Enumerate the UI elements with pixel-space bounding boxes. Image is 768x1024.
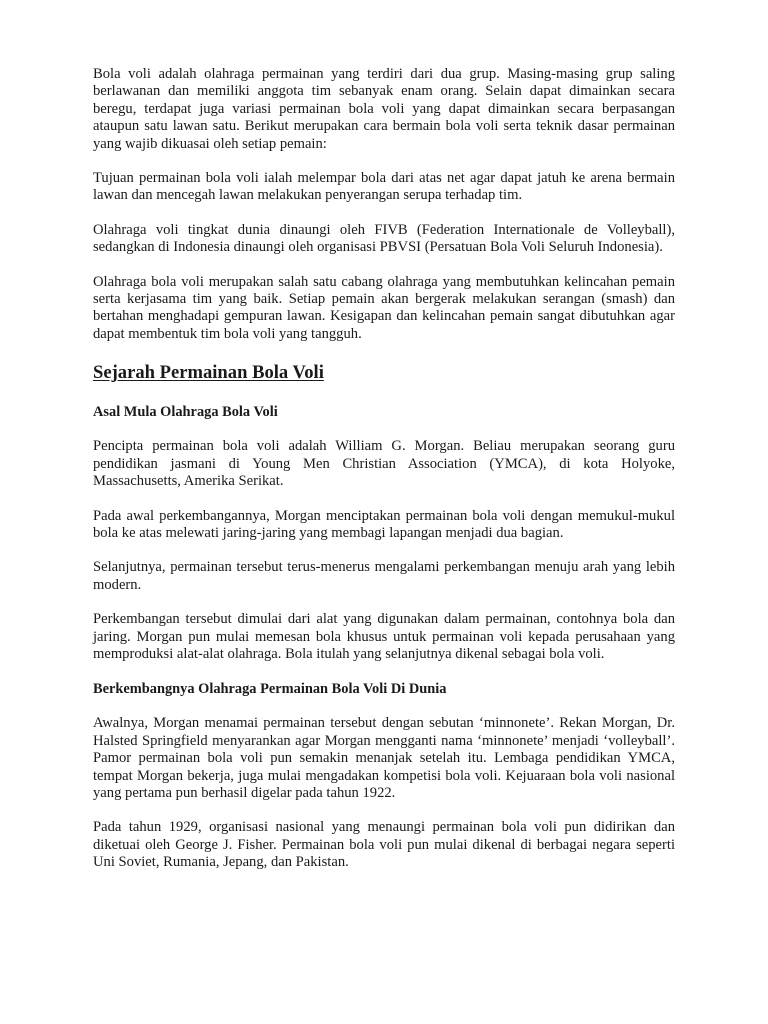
history-heading: Sejarah Permainan Bola Voli (93, 362, 324, 384)
world-paragraph-2: Pada tahun 1929, organisasi nasional yang menaungi permainan bola voli pun didirikan dan diketuai oleh George J. Fisher. Permainan bola voli pun mulai dikenal di berbagai negara seperti Uni Soviet, Rumania, Jepang, dan Pakistan. (93, 819, 675, 871)
origin-paragraph-3: Selanjutnya, permainan tersebut terus-menerus mengalami perkembangan menuju arah yang lebih modern. (93, 559, 675, 593)
origin-paragraph-4: Perkembangan tersebut dimulai dari alat yang digunakan dalam permainan, contohnya bola dan jaring. Morgan pun mulai memesan bola khusus untuk permainan voli kepada perusahaan yang memproduksi alat-alat olahraga. Bola itulah yang selanjutnya dikenal sebagai bola voli. (93, 611, 675, 662)
intro-paragraph-4: Olahraga bola voli merupakan salah satu cabang olahraga yang membutuhkan kelincahan pemain serta kerjasama tim yang baik. Setiap pemain akan bergerak melakukan serangan (smash) dan bertahan menghadapi gempuran lawan. Kesigapan dan kelincahan pemain sangat dibutuhkan agar dapat membentuk tim bola voli yang tangguh. (93, 273, 675, 342)
origin-paragraph-2: Pada awal perkembangannya, Morgan menciptakan permainan bola voli dengan memukul-mukul bola ke atas melewati jaring-jaring yang membagi lapangan menjadi dua bagian. (93, 507, 675, 541)
document-page (93, 66, 675, 872)
world-paragraph-1: Awalnya, Morgan menamai permainan tersebut dengan sebutan ‘minnonete’. Rekan Morgan, Dr. Halsted Springfield menyarankan agar Morgan mengganti nama ‘minnonete’ menjadi ‘volleyball’. Pamor permainan bola voli pun semakin menanjak setelah itu. Lembaga pendidikan YMCA, tempat Morgan bekerja, juga mulai mengadakan kompetisi bola voli. Kejuaraan bola voli nasional yang pertama pun berhasil digelar pada tahun 1922. (93, 715, 675, 801)
intro-paragraph-1: Bola voli adalah olahraga permainan yang terdiri dari dua grup. Masing-masing grup saling berlawanan dan memiliki anggota tim sebanyak enam orang. Selain dapat dimainkan secara beregu, terdapat juga variasi permainan bola voli yang dapat dimainkan secara berpasangan ataupun satu lawan satu. Berikut merupakan cara bermain bola voli serta teknik dasar permainan yang wajib dikuasai oleh setiap pemain: (93, 66, 675, 152)
intro-paragraph-2: Tujuan permainan bola voli ialah melempar bola dari atas net agar dapat jatuh ke arena bermain lawan dan mencegah lawan melakukan penyerangan serupa terhadap tim. (93, 170, 675, 204)
origin-subheading: Asal Mula Olahraga Bola Voli (93, 404, 278, 421)
world-subheading: Berkembangnya Olahraga Permainan Bola Voli Di Dunia (93, 681, 447, 698)
intro-paragraph-3: Olahraga voli tingkat dunia dinaungi oleh FIVB (Federation Internationale de Volleyball), sedangkan di Indonesia dinaungi oleh organisasi PBVSI (Persatuan Bola Voli Seluruh Indonesia). (93, 221, 675, 256)
origin-paragraph-1: Pencipta permainan bola voli adalah William G. Morgan. Beliau merupakan seorang guru pendidikan jasmani di Young Men Christian Association (YMCA), di kota Holyoke, Massachusetts, Amerika Serikat. (93, 438, 675, 490)
